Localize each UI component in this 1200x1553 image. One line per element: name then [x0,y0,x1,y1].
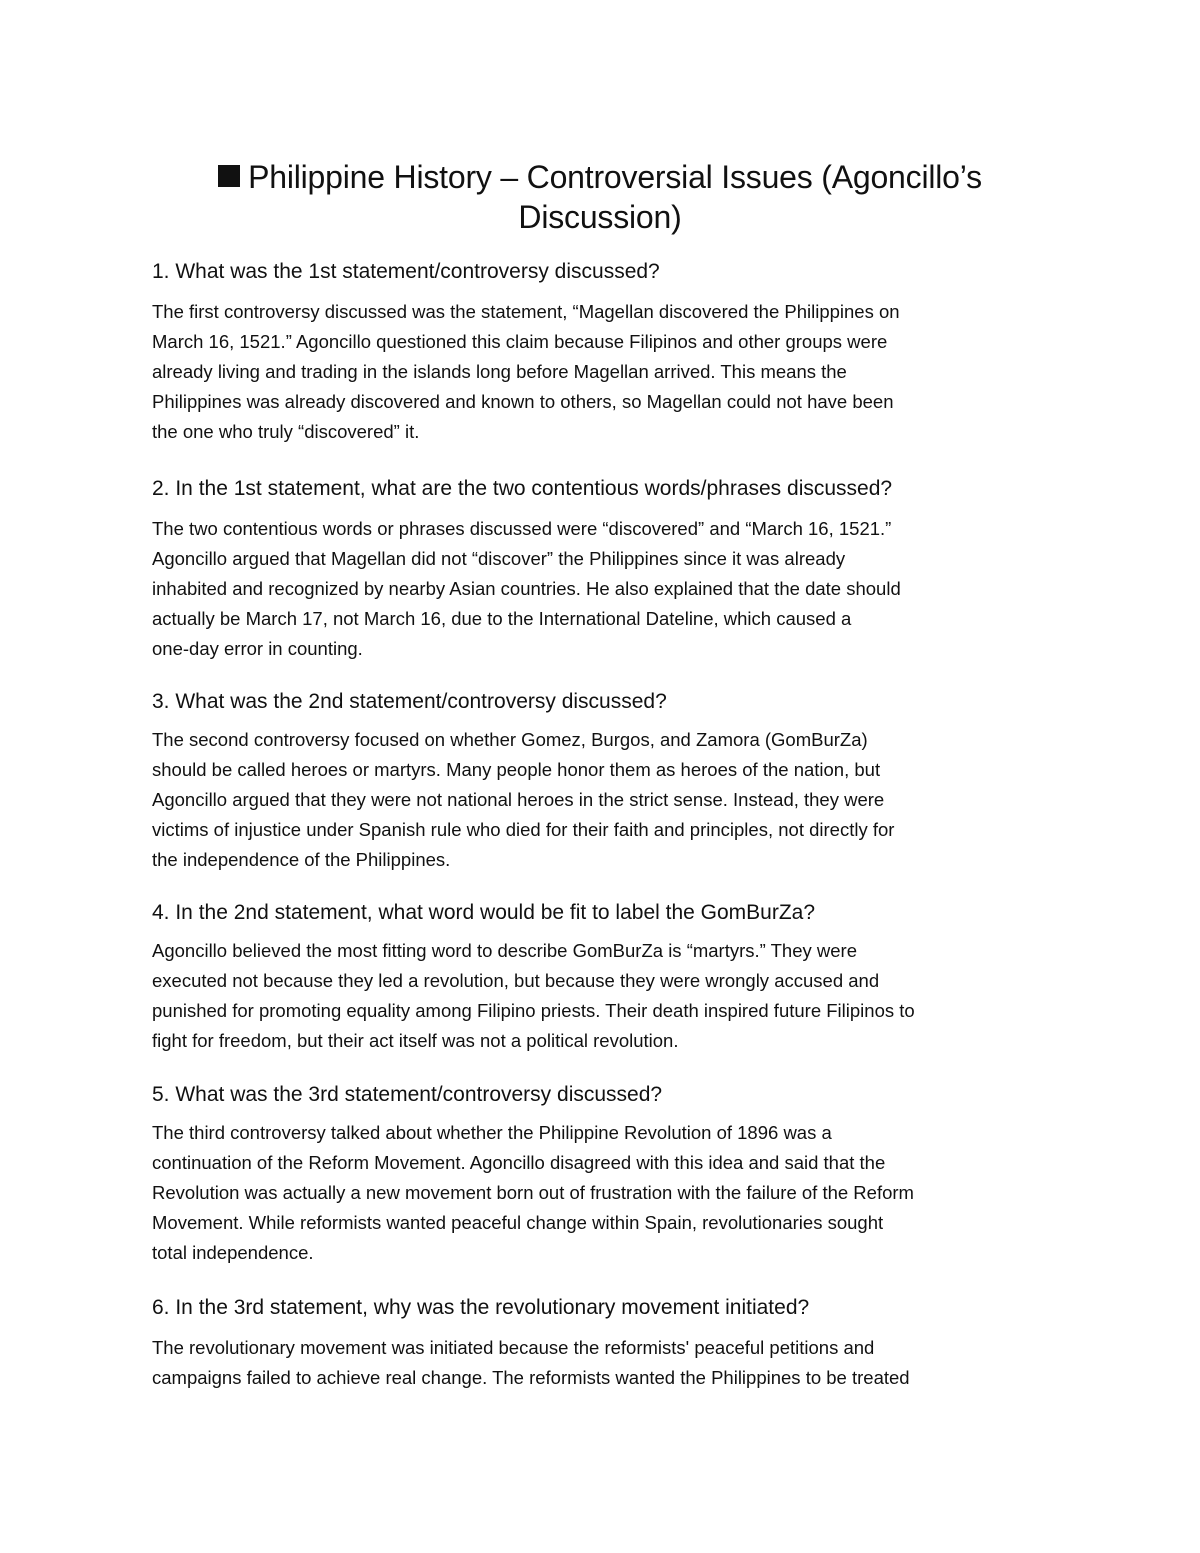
answer-4-line: Agoncillo believed the most fitting word to describe GomBurZa is “martyrs.” They were [152,940,857,961]
answer-5-line: total independence. [152,1242,314,1263]
answer-1-line: already living and trading in the islands long before Magellan arrived. This means the [152,361,847,382]
answer-4 [152,936,1052,1056]
answer-1-line: The first controversy discussed was the statement, “Magellan discovered the Philippines on [152,301,900,322]
answer-3 [152,725,1052,875]
answer-4-line: punished for promoting equality among Filipino priests. Their death inspired future Filipinos to [152,1000,915,1021]
question-5: 5. What was the 3rd statement/controversy discussed? [152,1083,663,1106]
answer-2 [152,514,1052,664]
answer-6 [152,1333,1052,1393]
answer-1-line: the one who truly “discovered” it. [152,421,420,442]
answer-1 [152,297,1052,447]
answer-2-line: one-day error in counting. [152,638,363,659]
document-title [150,157,1050,237]
answer-3-line: victims of injustice under Spanish rule who died for their faith and principles, not directly for [152,819,895,840]
question-4: 4. In the 2nd statement, what word would be fit to label the GomBurZa? [152,901,816,924]
answer-1-line: Philippines was already discovered and known to others, so Magellan could not have been [152,391,894,412]
qa-section-1 [152,257,1052,447]
answer-6-line: campaigns failed to achieve real change. The reformists wanted the Philippines to be treated [152,1367,910,1388]
title-line-2: Discussion) [518,199,682,235]
answer-3-line: should be called heroes or martyrs. Many people honor them as heroes of the nation, but [152,759,881,780]
answer-2-line: The two contentious words or phrases discussed were “discovered” and “March 16, 1521.” [152,518,892,539]
answer-3-line: The second controversy focused on whether Gomez, Burgos, and Zamora (GomBurZa) [152,729,868,750]
title-text-1: Philippine History – Controversial Issues (Agoncillo’s [248,159,982,195]
answer-4-line: fight for freedom, but their act itself was not a political revolution. [152,1030,679,1051]
title-line-1 [218,159,982,195]
black-square-icon [218,165,240,187]
answer-2-line: inhabited and recognized by nearby Asian countries. He also explained that the date should [152,578,901,599]
answer-5-line: Movement. While reformists wanted peaceful change within Spain, revolutionaries sought [152,1212,884,1233]
qa-section-4 [152,898,1052,1056]
qa-section-6 [152,1293,1052,1393]
question-2: 2. In the 1st statement, what are the two contentious words/phrases discussed? [152,477,893,500]
qa-section-2 [152,474,1052,664]
question-3: 3. What was the 2nd statement/controversy discussed? [152,690,667,713]
answer-6-line: The revolutionary movement was initiated because the reformists' peaceful petitions and [152,1337,875,1358]
qa-section-3 [152,687,1052,875]
answer-5-line: The third controversy talked about whether the Philippine Revolution of 1896 was a [152,1122,832,1143]
question-6: 6. In the 3rd statement, why was the revolutionary movement initiated? [152,1296,810,1319]
answer-2-line: actually be March 17, not March 16, due to the International Dateline, which caused a [152,608,852,629]
question-1: 1. What was the 1st statement/controversy discussed? [152,260,660,283]
answer-5 [152,1118,1052,1268]
answer-1-line: March 16, 1521.” Agoncillo questioned this claim because Filipinos and other groups were [152,331,888,352]
answer-4-line: executed not because they led a revolution, but because they were wrongly accused and [152,970,880,991]
qa-section-5 [152,1080,1052,1268]
answer-2-line: Agoncillo argued that Magellan did not “discover” the Philippines since it was already [152,548,846,569]
answer-3-line: Agoncillo argued that they were not national heroes in the strict sense. Instead, they were [152,789,885,810]
answer-5-line: Revolution was actually a new movement born out of frustration with the failure of the Reform [152,1182,914,1203]
answer-3-line: the independence of the Philippines. [152,849,451,870]
answer-5-line: continuation of the Reform Movement. Agoncillo disagreed with this idea and said that the [152,1152,886,1173]
